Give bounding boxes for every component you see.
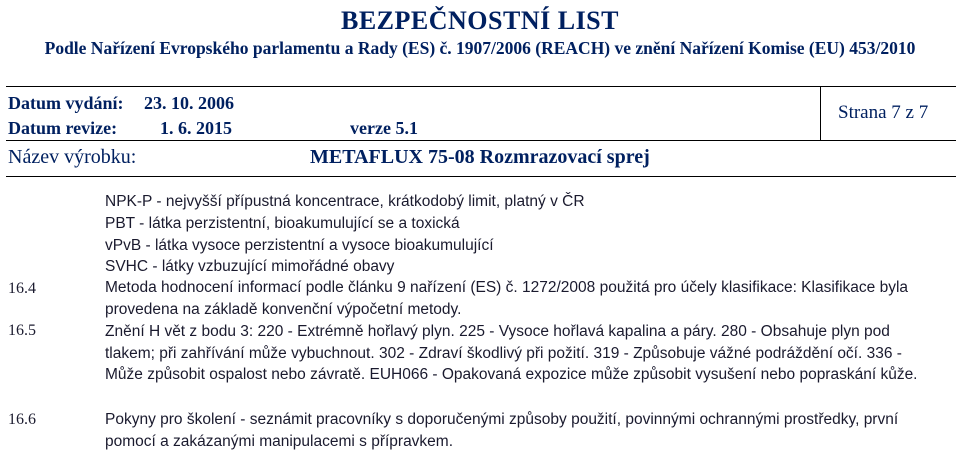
section-text-16-5: Znění H vět z bodu 3: 220 - Extrémně hořlavý plyn. 225 - Vysoce hořlavá kapalina a páry. 280 - Obsahuje plyn pod tlakem; při zahřívání může vybuchnout. 302 - Zdraví škodlivý při požití. 319 - Způsobuje vážné podráždění očí. 336 - Může způsobit ospalost nebo závratě. EUH066 - Opakovaná expozice může způsobit vysušení nebo popraskání kůže.: [105, 323, 918, 383]
document-title: BEZPEČNOSTNÍ LIST: [341, 6, 619, 35]
header-top-rule: [6, 86, 956, 87]
section-text-16-4: Metoda hodnocení informací podle článku 9 nařízení (ES) č. 1272/2008 použitá pro účely klasifikace: Klasifikace byla provedena na základě konvenční výpočetní metody.: [105, 279, 909, 318]
header-bottom-rule: [6, 176, 956, 177]
abbreviation-npk-p: NPK-P - nejvyšší přípustná koncentrace, krátkodobý limit, platný v ČR: [105, 193, 585, 210]
document-subtitle: Podle Nařízení Evropského parlamentu a Rady (ES) č. 1907/2006 (REACH) ve znění Nařízení Komise (EU) 453/2010: [44, 38, 916, 58]
revision-date-label: Datum revize:: [8, 118, 118, 138]
document-header: [0, 6, 960, 60]
page-number-divider: [820, 86, 821, 140]
issue-date-value: 23. 10. 2006: [144, 93, 234, 113]
section-number-16-4: 16.4: [8, 280, 36, 297]
issue-date-label: Datum vydání:: [8, 93, 124, 113]
page-number: Strana 7 z 7: [838, 102, 929, 123]
abbreviation-pbt: PBT - látka perzistentní, bioakumulující se a toxická: [105, 215, 460, 232]
product-name: METAFLUX 75-08 Rozmrazovací sprej: [310, 146, 650, 168]
product-label: Název výrobku:: [8, 146, 137, 168]
abbreviation-vpvb: vPvB - látka vysoce perzistentní a vysoce bioakumulující: [105, 237, 494, 254]
revision-date-value: 1. 6. 2015: [160, 118, 232, 138]
section-number-16-5: 16.5: [8, 322, 36, 339]
version-label: verze 5.1: [350, 118, 418, 138]
abbreviation-svhc: SVHC - látky vzbuzující mimořádné obavy: [105, 258, 395, 275]
header-middle-rule: [6, 140, 956, 141]
section-text-16-6: Pokyny pro školení - seznámit pracovníky s doporučenými způsoby použití, povinnými ochrannými prostředky, první pomocí a zakázanými manipulacemi s přípravkem.: [105, 411, 899, 450]
section-number-16-6: 16.6: [8, 411, 36, 428]
